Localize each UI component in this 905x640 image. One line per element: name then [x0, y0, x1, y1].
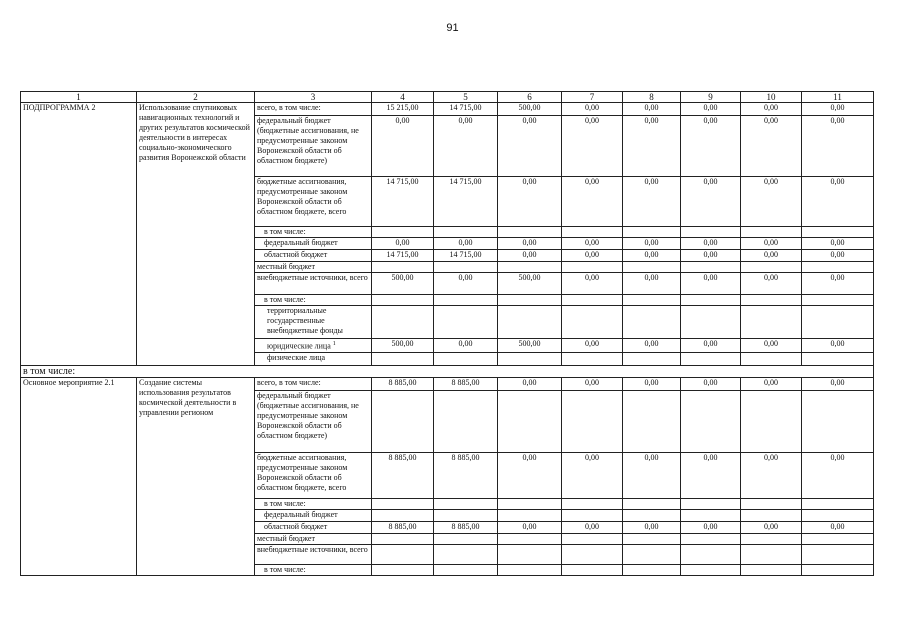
value-cell: 500,00 — [498, 103, 562, 116]
source-cell: в том числе: — [255, 498, 372, 509]
value-cell: 0,00 — [741, 339, 802, 353]
source-cell: федеральный бюджет (бюджетные ассигнования, не предусмотренные законом Воронежской области об областном бюджете) — [255, 390, 372, 452]
value-cell: 0,00 — [498, 521, 562, 533]
source-cell: всего, в том числе: — [255, 103, 372, 116]
value-cell: 0,00 — [498, 238, 562, 250]
value-cell: 0,00 — [681, 273, 741, 295]
source-cell: местный бюджет — [255, 262, 372, 273]
value-cell: 0,00 — [802, 103, 874, 116]
value-cell: 0,00 — [372, 116, 434, 177]
col-header: 10 — [741, 92, 802, 103]
value-cell: 500,00 — [498, 273, 562, 295]
subprogram-label: ПОДПРОГРАММА 2 — [21, 103, 137, 366]
value-cell: 0,00 — [802, 238, 874, 250]
value-cell: 0,00 — [741, 103, 802, 116]
value-cell: 0,00 — [802, 452, 874, 498]
value-cell: 0,00 — [681, 452, 741, 498]
source-cell: бюджетные ассигнования, предусмотренные законом Воронежской области об областном бюджете, всего — [255, 177, 372, 227]
page-number: 91 — [446, 22, 459, 34]
value-cell: 0,00 — [623, 377, 681, 390]
source-cell: федеральный бюджет — [255, 238, 372, 250]
value-cell: 0,00 — [372, 238, 434, 250]
value-cell: 500,00 — [498, 339, 562, 353]
value-cell: 0,00 — [623, 103, 681, 116]
table-row — [21, 377, 874, 390]
source-text: юридические лица — [267, 341, 331, 351]
value-cell: 14 715,00 — [434, 177, 498, 227]
header-row — [21, 92, 874, 103]
value-cell: 0,00 — [562, 238, 623, 250]
source-cell: физические лица — [255, 352, 372, 365]
value-cell: 0,00 — [681, 116, 741, 177]
value-cell: 0,00 — [562, 521, 623, 533]
value-cell: 0,00 — [562, 250, 623, 262]
value-cell: 14 715,00 — [372, 250, 434, 262]
value-cell: 0,00 — [498, 116, 562, 177]
table-row — [21, 103, 874, 116]
value-cell: 0,00 — [623, 339, 681, 353]
source-cell — [255, 339, 372, 353]
value-cell: 0,00 — [681, 177, 741, 227]
value-cell: 0,00 — [741, 452, 802, 498]
value-cell: 0,00 — [681, 521, 741, 533]
value-cell: 0,00 — [562, 116, 623, 177]
value-cell: 0,00 — [562, 377, 623, 390]
source-cell: территориальные государственные внебюджетные фонды — [255, 306, 372, 339]
value-cell: 0,00 — [562, 103, 623, 116]
value-cell: 0,00 — [802, 177, 874, 227]
value-cell: 0,00 — [741, 177, 802, 227]
value-cell: 0,00 — [802, 250, 874, 262]
value-cell: 0,00 — [623, 116, 681, 177]
source-cell: местный бюджет — [255, 533, 372, 544]
value-cell: 8 885,00 — [434, 521, 498, 533]
col-header: 3 — [255, 92, 372, 103]
value-cell: 0,00 — [802, 377, 874, 390]
col-header: 4 — [372, 92, 434, 103]
source-cell: федеральный бюджет — [255, 509, 372, 521]
value-cell: 0,00 — [498, 250, 562, 262]
event-name: Создание системы использования результатов космической деятельности в управлении регионом — [137, 377, 255, 575]
budget-table — [20, 91, 874, 576]
value-cell: 0,00 — [434, 339, 498, 353]
col-header: 2 — [137, 92, 255, 103]
value-cell: 0,00 — [681, 238, 741, 250]
value-cell: 15 215,00 — [372, 103, 434, 116]
value-cell: 0,00 — [741, 250, 802, 262]
value-cell: 500,00 — [372, 273, 434, 295]
value-cell: 0,00 — [681, 339, 741, 353]
value-cell: 0,00 — [623, 177, 681, 227]
value-cell: 0,00 — [681, 377, 741, 390]
value-cell: 0,00 — [623, 273, 681, 295]
source-cell: в том числе: — [255, 564, 372, 575]
value-cell: 0,00 — [434, 273, 498, 295]
value-cell: 0,00 — [498, 377, 562, 390]
event-label: Основное мероприятие 2.1 — [21, 377, 137, 575]
value-cell: 0,00 — [741, 521, 802, 533]
value-cell: 14 715,00 — [434, 103, 498, 116]
value-cell: 0,00 — [681, 250, 741, 262]
value-cell: 0,00 — [741, 116, 802, 177]
in-that-number-row: в том числе: — [21, 365, 874, 377]
value-cell: 0,00 — [562, 339, 623, 353]
source-cell: в том числе: — [255, 227, 372, 238]
col-header: 6 — [498, 92, 562, 103]
value-cell: 8 885,00 — [372, 452, 434, 498]
value-cell: 0,00 — [562, 273, 623, 295]
value-cell: 0,00 — [681, 103, 741, 116]
value-cell: 0,00 — [802, 116, 874, 177]
value-cell: 0,00 — [498, 177, 562, 227]
col-header: 9 — [681, 92, 741, 103]
subprogram-name: Использование спутниковых навигационных технологий и других результатов космической деятельности в интересах социально-экономического развития Воронежской области — [137, 103, 255, 366]
source-cell: областной бюджет — [255, 250, 372, 262]
value-cell: 8 885,00 — [434, 452, 498, 498]
col-header: 7 — [562, 92, 623, 103]
value-cell: 0,00 — [623, 452, 681, 498]
table-row — [21, 365, 874, 377]
value-cell: 0,00 — [434, 116, 498, 177]
value-cell: 0,00 — [802, 339, 874, 353]
col-header: 1 — [21, 92, 137, 103]
value-cell: 14 715,00 — [372, 177, 434, 227]
value-cell: 0,00 — [623, 521, 681, 533]
source-cell: областной бюджет — [255, 521, 372, 533]
value-cell: 0,00 — [434, 238, 498, 250]
source-cell: внебюджетные источники, всего — [255, 273, 372, 295]
source-cell: внебюджетные источники, всего — [255, 544, 372, 564]
col-header: 8 — [623, 92, 681, 103]
value-cell: 0,00 — [623, 250, 681, 262]
value-cell: 8 885,00 — [434, 377, 498, 390]
source-cell: всего, в том числе: — [255, 377, 372, 390]
value-cell: 0,00 — [802, 521, 874, 533]
source-cell: бюджетные ассигнования, предусмотренные законом Воронежской области об областном бюджете, всего — [255, 452, 372, 498]
value-cell: 0,00 — [741, 238, 802, 250]
value-cell: 8 885,00 — [372, 521, 434, 533]
value-cell: 0,00 — [623, 238, 681, 250]
value-cell: 0,00 — [741, 273, 802, 295]
col-header: 5 — [434, 92, 498, 103]
value-cell: 0,00 — [562, 177, 623, 227]
value-cell: 0,00 — [562, 452, 623, 498]
value-cell: 0,00 — [498, 452, 562, 498]
value-cell: 8 885,00 — [372, 377, 434, 390]
value-cell: 500,00 — [372, 339, 434, 353]
footnote-mark: 1 — [332, 341, 336, 347]
value-cell: 14 715,00 — [434, 250, 498, 262]
source-cell: в том числе: — [255, 295, 372, 306]
value-cell: 0,00 — [802, 273, 874, 295]
value-cell: 0,00 — [741, 377, 802, 390]
source-cell: федеральный бюджет (бюджетные ассигнования, не предусмотренные законом Воронежской области об областном бюджете) — [255, 116, 372, 177]
col-header: 11 — [802, 92, 874, 103]
